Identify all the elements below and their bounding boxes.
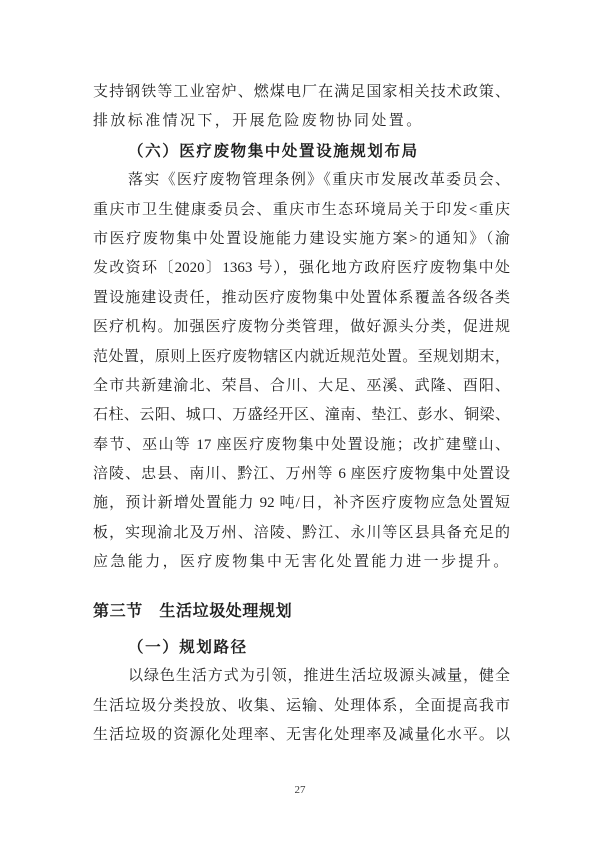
body-text-line: 落实《医疗废物管理条例》《重庆市发展改革委员会、: [128, 172, 510, 189]
body-text-line: 施，预计新增处置能力 92 吨/日，补齐医疗废物应急处置短: [93, 495, 510, 512]
subsection-heading: （六）医疗废物集中处置设施规划布局: [128, 142, 419, 160]
body-text-line: 医疗机构。加强医疗废物分类管理，做好源头分类，促进规: [93, 319, 510, 336]
body-text-line: 生活垃圾分类投放、收集、运输、处理体系，全面提高我市: [93, 697, 510, 714]
body-text-line: 置设施建设责任，推动医疗废物集中处置体系覆盖各级各类: [93, 289, 510, 306]
body-text-line: 涪陵、忠县、南川、黔江、万州等 6 座医疗废物集中处置设: [93, 466, 510, 483]
body-text-line: 排放标准情况下，开展危险废物协同处置。: [93, 113, 424, 130]
body-text-line: 石柱、云阳、城口、万盛经开区、潼南、垫江、彭水、铜梁、: [93, 407, 510, 424]
body-text-line: 奉节、巫山等 17 座医疗废物集中处置设施；改扩建璧山、: [93, 436, 510, 453]
body-text-line: 全市共新建渝北、荣昌、合川、大足、巫溪、武隆、酉阳、: [93, 377, 510, 394]
body-text-line: 范处置，原则上医疗废物辖区内就近规范处置。至规划期末，: [93, 348, 510, 365]
body-text-line: 以绿色生活方式为引领，推进生活垃圾源头减量，健全: [128, 668, 510, 685]
body-text-line: 生活垃圾的资源化处理率、无害化处理率及减量化水平。以: [93, 727, 510, 744]
page-number: 27: [294, 784, 306, 796]
body-text-line: 重庆市卫生健康委员会、重庆市生态环境局关于印发<重庆: [93, 201, 510, 218]
body-text-line: 板，实现渝北及万州、涪陵、黔江、永川等区县具备充足的: [93, 524, 510, 541]
subsection-heading: （一）规划路径: [128, 639, 248, 657]
section-heading: 第三节 生活垃圾处理规划: [93, 602, 293, 620]
body-text-line: 应急能力，医疗废物集中无害化处置能力进一步提升。: [93, 554, 511, 571]
body-text-line: 市医疗废物集中处置设施能力建设实施方案>的通知》（渝: [93, 230, 510, 247]
body-text-line: 支持钢铁等工业窑炉、燃煤电厂在满足国家相关技术政策、: [93, 84, 510, 100]
document-body: [93, 78, 510, 751]
body-text-line: 发改资环〔2020〕1363 号），强化地方政府医疗废物集中处: [93, 260, 510, 277]
